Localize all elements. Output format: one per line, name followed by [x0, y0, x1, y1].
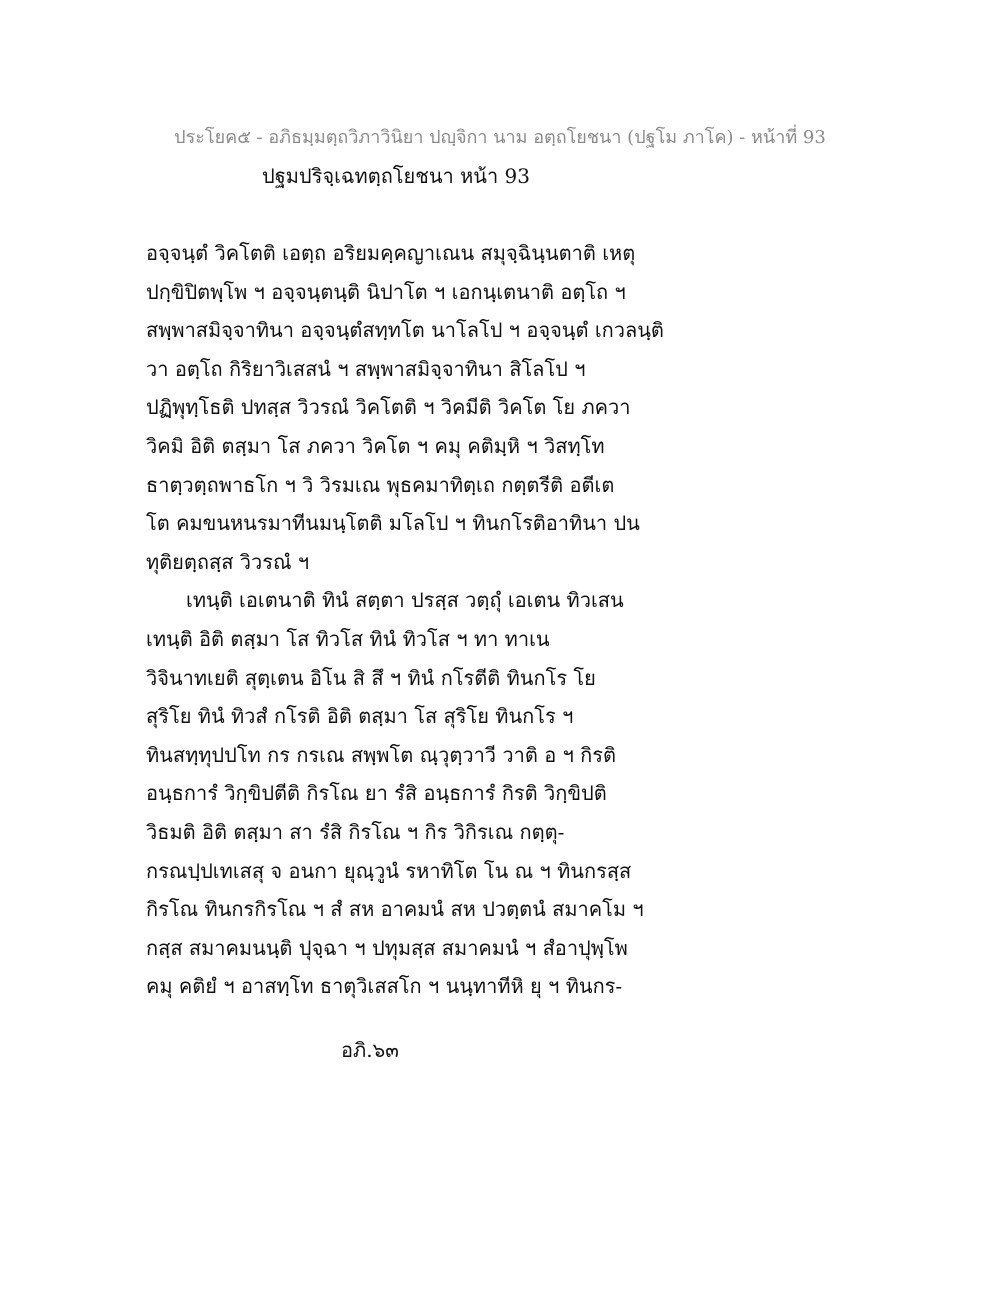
text-line: โต คมขนหนรมาทีนมนฺโตติ มโลโป ฯ ทินกโรติอาทินา ปน: [146, 511, 640, 536]
text-line: อนฺธการํ วิกฺขิปตีติ กิรโณ ยา รํสิ อนฺธการํ กิรติ วิกฺขิปติ: [146, 781, 607, 806]
text-line: สพฺพาสมิจฺจาทินา อจฺจนฺตํสทฺทโต นาโลโป ฯ อจฺจนฺตํ เกวลนฺติ: [146, 318, 664, 343]
page-title: ปฐมปริจฺเฉทตฺถโยชนา หน้า 93: [262, 164, 530, 188]
text-line: กสฺส สมาคมนนฺติ ปุจฺฉา ฯ ปทุมสฺส สมาคมนํ ฯ สํอาปุพฺโพ: [146, 935, 628, 960]
signature-mark: อภิ.๖๓: [341, 1038, 399, 1062]
text-line: กรณปฺปเทเสสุ จ อนกา ยุณฺวูนํ รหาทิโต โน ณ ฯ ทินกรสฺส: [146, 858, 632, 883]
text-line: คมุ คติยํ ฯ อาสทฺโท ธาตุวิเสสโก ฯ นนฺทาทีหิ ยุ ฯ ทินกร-: [146, 974, 623, 999]
text-line-paragraph-start: เทนฺติ เอเตนาติ ทินํ สตฺตา ปรสฺส วตฺถุํ เอเตน ทิวเสน: [186, 588, 624, 613]
text-line: ทุติยตฺถสฺส วิวรณํ ฯ: [146, 549, 310, 574]
text-line: วา อตฺโถ กิริยาวิเสสนํ ฯ สพฺพาสมิจฺจาทินา สิโลโป ฯ: [146, 356, 586, 381]
text-line: วิคมิ อิติ ตสฺมา โส ภควา วิคโต ฯ คมุ คติมฺหิ ฯ วิสทฺโท: [146, 433, 605, 458]
text-line: สุริโย ทินํ ทิวสํ กโรติ อิติ ตสฺมา โส สุริโย ทินกโร ฯ: [146, 704, 574, 729]
text-line: ปฏิพุทฺโธติ ปทสฺส วิวรณํ วิคโตติ ฯ วิคมีติ วิคโต โย ภควา: [146, 395, 631, 420]
running-header: ประโยค๕ - อภิธมฺมตฺถวิภาวินิยา ปญฺจิกา นาม อตฺถโยชนา (ปฐโม ภาโค) - หน้าที่ 93: [174, 127, 826, 148]
body-text: [146, 234, 666, 1006]
text-line: ธาตฺวตฺถพาธโก ฯ วิ วิรมเณ พุธคมาทิตฺเถ กตฺตรีติ อตีเต: [146, 472, 615, 497]
text-line: เทนฺติ อิติ ตสฺมา โส ทิวโส ทินํ ทิวโส ฯ ทา ทาเน: [146, 626, 550, 651]
text-line: ปกฺขิปิตพฺโพ ฯ อจฺจนฺตนฺติ นิปาโต ฯ เอกนฺเตนาติ อตฺโถ ฯ: [146, 279, 626, 304]
text-line: วิธมติ อิติ ตสฺมา สา รํสิ กิรโณ ฯ กิร วิกิรเณ กตฺตุ-: [146, 819, 565, 844]
text-line: ทินสทฺทุปปโท กร กรเณ สพฺพโต ณฺวุตฺวาวี วาติ อ ฯ กิรติ: [146, 742, 616, 767]
text-line: อจฺจนฺตํ วิคโตติ เอตฺถ อริยมคฺคญาเณน สมุจฺฉินฺนตาติ เหตุ: [146, 241, 636, 265]
text-line: วิจินาทเยติ สุตฺเตน อิโน สิ สึ ฯ ทินํ กโรตีติ ทินกโร โย: [146, 665, 596, 690]
text-line: กิรโณ ทินกรกิรโณ ฯ สํ สห อาคมนํ สห ปวตฺตนํ สมาคโม ฯ: [146, 897, 644, 922]
